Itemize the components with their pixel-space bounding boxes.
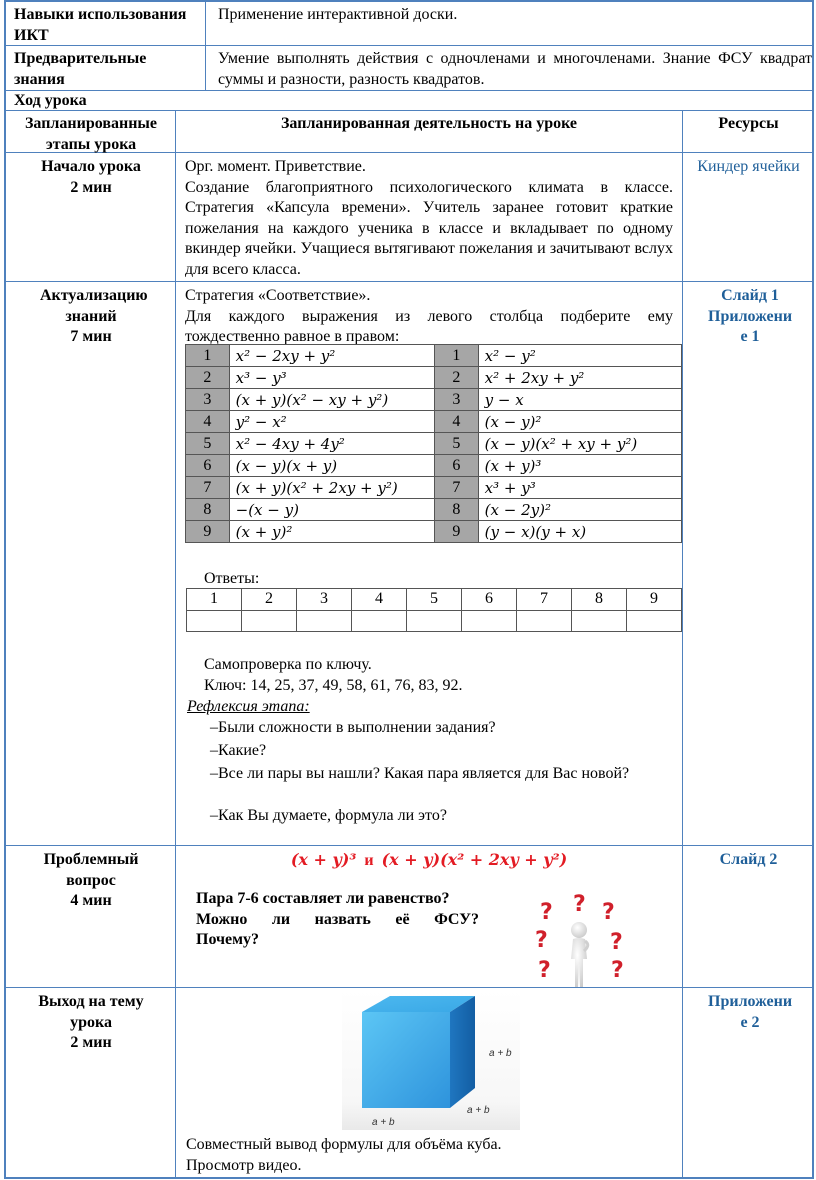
question-line: Пара 7-6 составляет ли равенство? [196,890,450,907]
answer-cell[interactable] [352,610,407,631]
table-row: 9 (x + y)² 9 (y − x)(y + x) [186,521,682,543]
stage-knowledge-intro [179,284,679,350]
answers-header-row: 1 2 3 4 5 6 7 8 9 [187,589,682,611]
stage-name: Актуализацию знаний [40,287,148,325]
stage-time: 2 мин [70,1034,112,1051]
row-divider [4,987,814,988]
cube-volume-note: Совместный вывод формулы для объёма куба. [186,1136,502,1153]
answer-cell[interactable] [242,610,297,631]
question-mark-icon: ? [540,900,553,925]
watch-video-note: Просмотр видео. [186,1157,302,1174]
resource-link-text: Приложени е 2 [708,993,793,1031]
answer-cell[interactable] [187,610,242,631]
column-header-stages: Запланированные этапы урока [24,115,158,153]
section-title: Ход урока [14,92,87,109]
problem-questions [190,887,485,953]
formula-cube-of-sum: (x + y)³ [290,850,357,869]
resource-link-text: Приложени е 1 [708,307,793,345]
answer-cell[interactable] [627,610,682,631]
answer-cell[interactable] [462,610,517,631]
stage-start-activity [179,155,679,282]
stage-name: Начало урока [41,158,141,175]
resource-slide-1[interactable] [690,284,810,350]
reflection-question: –Были сложности в выполнении задания? [210,719,496,736]
activity-line: Орг. момент. Приветствие. [185,158,366,175]
table-row: 3 (x + y)(x² − xy + y²) 3 y − x [186,389,682,411]
row-divider [4,845,814,846]
stage-time: 7 мин [70,328,112,345]
stage-time: 4 мин [70,892,112,909]
stage-start [6,155,176,200]
question-line: Можно ли назвать её ФСУ? [196,910,479,928]
cube-edge-label: a + b [467,1105,490,1116]
question-line: Почему? [196,931,260,948]
col-divider [682,110,683,1179]
matching-table [185,344,682,543]
table-row: 4 y² − x² 4 (x − y)² [186,411,682,433]
resource-slide-2[interactable]: Слайд 2 [719,851,778,868]
reflection-title: Рефлексия этапа: [187,698,310,715]
table-row: 6 (x − y)(x + y) 6 (x + y)³ [186,455,682,477]
answers-input-row [187,610,682,631]
resource-link-text: Слайд 1 [721,287,779,304]
strategy-line: Стратегия «Соответствие». [185,287,371,304]
column-header-resources: Ресурсы [718,115,779,132]
col-divider [205,0,206,90]
question-mark-icon: ? [610,930,623,955]
table-row: 8 −(x − y) 8 (x − 2y)² [186,499,682,521]
answer-key: Ключ: 14, 25, 37, 49, 58, 61, 76, 83, 92. [204,677,463,694]
table-row: 7 (x + y)(x² + 2xy + y²) 7 x³ + y³ [186,477,682,499]
person-icon [565,921,595,988]
problem-formula [176,848,682,874]
self-check: Самопроверка по ключу. [204,656,372,673]
table-row: 2 x³ − y³ 2 x² + 2xy + y² [186,367,682,389]
formula-product: (x + y)(x² + 2xy + y²) [381,850,568,869]
cube-edge-label: a + b [489,1048,512,1059]
question-mark-icon: ? [573,892,586,917]
answer-cell[interactable] [407,610,462,631]
prior-knowledge-value: Умение выполнять действия с одночленами и многочленами. Знание ФСУ квадрат суммы и разности, разность квадратов. [218,50,812,88]
reflection-question: –Все ли пары вы нашли? Какая пара является для Вас новой? [210,765,630,782]
cube-illustration [342,990,520,1130]
question-mark-icon: ? [611,958,624,983]
question-mark-icon: ? [538,958,551,983]
ict-skills-label: Навыки использования ИКТ [14,6,187,44]
ict-skills-value: Применение интерактивной доски. [218,6,458,23]
stage-lesson-topic [6,990,176,1056]
question-mark-icon: ? [602,900,615,925]
resource-kinder-cells[interactable]: Киндер ячейки [697,158,800,175]
table-row: 1 x² − 2xy + y² 1 x² − y² [186,345,682,367]
stage-name: Проблемный вопрос [43,851,139,889]
answer-cell[interactable] [297,610,352,631]
reflection-question: –Какие? [210,742,267,759]
answer-cell[interactable] [572,610,627,631]
activity-paragraph: Создание благоприятного психологического климата в классе. Стратегия «Капсула времени». Учитель заранее готовит краткие пожелания на каждого ученика в классе и вкладывает по одному вкиндер ячейки. Учащиеся вытягивают пожелания и зачитывают вслух для всего класса. [185,178,673,278]
table-row: 5 x² − 4xy + 4y² 5 (x − y)(x² + xy + y²) [186,433,682,455]
prior-knowledge-label: Предварительные знания [14,50,147,88]
task-instructions: Для каждого выражения из левого столбца подберите ему тождественно равное в правом: [185,307,673,345]
thinking-figure-illustration [525,893,635,988]
question-mark-icon: ? [535,928,548,953]
answer-cell[interactable] [517,610,572,631]
stage-knowledge-update [6,284,176,350]
stage-name: Выход на тему урока [38,993,144,1031]
column-header-activity: Запланированная деятельность на уроке [280,115,578,132]
resource-appendix-2[interactable] [690,990,810,1035]
stage-problem-question [6,848,176,914]
answers-label: Ответы: [204,570,260,587]
answers-table [186,588,682,632]
cube-edge-label: a + b [372,1117,395,1128]
stage-time: 2 мин [70,178,112,196]
formula-conjunction: и [364,852,374,869]
reflection-question: –Как Вы думаете, формула ли это? [210,807,447,824]
